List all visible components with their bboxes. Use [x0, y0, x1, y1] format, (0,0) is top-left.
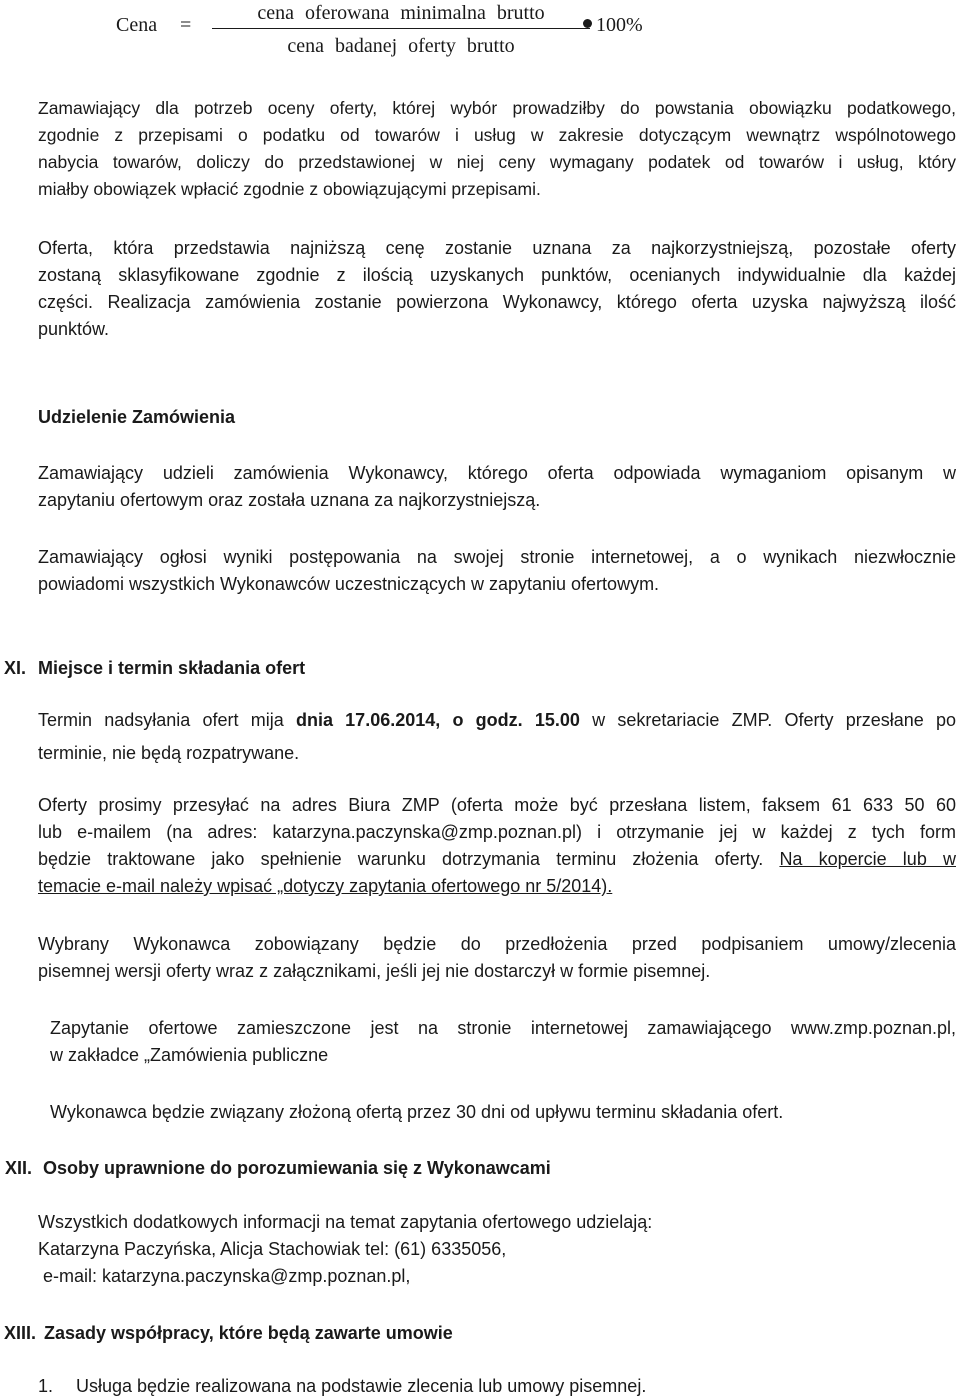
list-item — [38, 1373, 956, 1400]
heading-section-xii — [5, 1155, 551, 1182]
formula-denominator: cena badanej oferty brutto — [287, 35, 515, 57]
formula-fraction — [212, 0, 590, 59]
paragraph-oglosi: Zamawiający ogłosi wyniki postępowania na swojej stronie internetowej, a o wynikach niezwłocznie powiadomi wszystkich Wykonawców uczestniczących w zapytaniu ofertowym. — [38, 547, 956, 594]
section-title: Miejsce i termin składania ofert — [38, 658, 306, 678]
paragraph-vat: Zamawiający dla potrzeb oceny oferty, której wybór prowadziłby do powstania obowiązku podatkowego, zgodnie z przepisami o podatku od towarów i usług w zakresie dotyczącym wewnątrz wspólnotowego nabycia towarów, doliczy do przedstawionej w niej ceny wymagany podatek od towarów i usług, który miałby obowiązek wpłacić zgodnie z obowiązującymi przepisami. — [38, 98, 956, 199]
paragraph-oferta: Oferta, która przedstawia najniższą cenę zostanie uznana za najkorzystniejszą, pozostałe oferty zostaną sklasyfikowane zgodnie z ilością uzyskanych punktów, ocenianych indywidualnie dla każdej części. Realizacja zamówienia zostanie powierzona Wykonawcy, którego oferta uzyska najwyższą ilość punktów. — [38, 238, 956, 339]
paragraph-kontakt: Wszystkich dodatkowych informacji na temat zapytania ofertowego udzielają: Katarzyna Paczyńska, Alicja Stachowiak tel: (61) 6335056, e-mail: katarzyna.paczynska@zmp.poznan.pl, — [38, 1209, 956, 1290]
multiply-dot-icon — [583, 19, 592, 28]
fraction-bar — [212, 28, 590, 29]
underlined-instruction: Na kopercie lub w — [779, 849, 956, 869]
paragraph-adres: Oferty prosimy przesyłać na adres Biura ZMP (oferta może być przesłana listem, faksem 61 633 50 60 lub e-mailem (na adres: katarzyna.paczynska@zmp.poznan.pl) i otrzymanie jej w każdej z tych form będzie traktowane jako spełnienie warunku dotrzymania terminu złożenia oferty. Na kopercie lub w temacie e-mail należy wpisać „dotyczy zapytania ofertowego nr 5/2014). — [38, 792, 956, 900]
formula-numerator: cena oferowana minimalna brutto — [257, 2, 545, 24]
paragraph-wybrany: Wybrany Wykonawca zobowiązany będzie do przedłożenia przed podpisaniem umowy/zlecenia pisemnej wersji oferty wraz z załącznikami, jeśli jej nie dostarczył w formie pisemnej. — [38, 934, 956, 981]
formula-multiplier: 100% — [596, 14, 643, 36]
heading-udzielenie: Udzielenie Zamówienia — [38, 407, 236, 427]
list-text: Usługa będzie realizowana na podstawie zlecenia lub umowy pisemnej. — [76, 1376, 647, 1396]
heading-section-xi — [4, 655, 305, 682]
price-formula — [112, 0, 672, 60]
section-number: XIII. — [4, 1323, 37, 1343]
list-number: 1. — [38, 1376, 54, 1396]
paragraph-zwiazany: Wykonawca będzie związany złożoną ofertą przez 30 dni od upływu terminu składania ofert. — [50, 1102, 784, 1122]
paragraph-termin: Termin nadsyłania ofert mija dnia 17.06.2014, o godz. 15.00 w sekretariacie ZMP. Oferty przesłane po terminie, nie będą rozpatrywane. — [38, 710, 956, 763]
underlined-instruction-cont: temacie e-mail należy wpisać „dotyczy zapytania ofertowego nr 5/2014). — [38, 876, 613, 896]
paragraph-udzieli: Zamawiający udzieli zamówienia Wykonawcy, którego oferta odpowiada wymaganiom opisanym w zapytaniu ofertowym oraz została uznana za najkorzystniejszą. — [38, 463, 956, 510]
formula-equals: = — [180, 14, 192, 36]
deadline-date: dnia 17.06.2014, o godz. 15.00 — [295, 710, 580, 730]
section-title: Osoby uprawnione do porozumiewania się z Wykonawcami — [43, 1158, 551, 1178]
contact-email: e-mail: katarzyna.paczynska@zmp.poznan.pl, — [38, 1266, 411, 1286]
paragraph-zapytanie: Zapytanie ofertowe zamieszczone jest na stronie internetowej zamawiającego www.zmp.poznan.pl, w zakładce „Zamówienia publiczne — [50, 1018, 956, 1065]
heading-section-xiii — [4, 1320, 453, 1347]
section-number: XII. — [5, 1158, 33, 1178]
section-title: Zasady współpracy, które będą zawarte umowie — [44, 1323, 453, 1343]
formula-lhs: Cena — [116, 14, 158, 36]
section-number: XI. — [4, 658, 27, 678]
